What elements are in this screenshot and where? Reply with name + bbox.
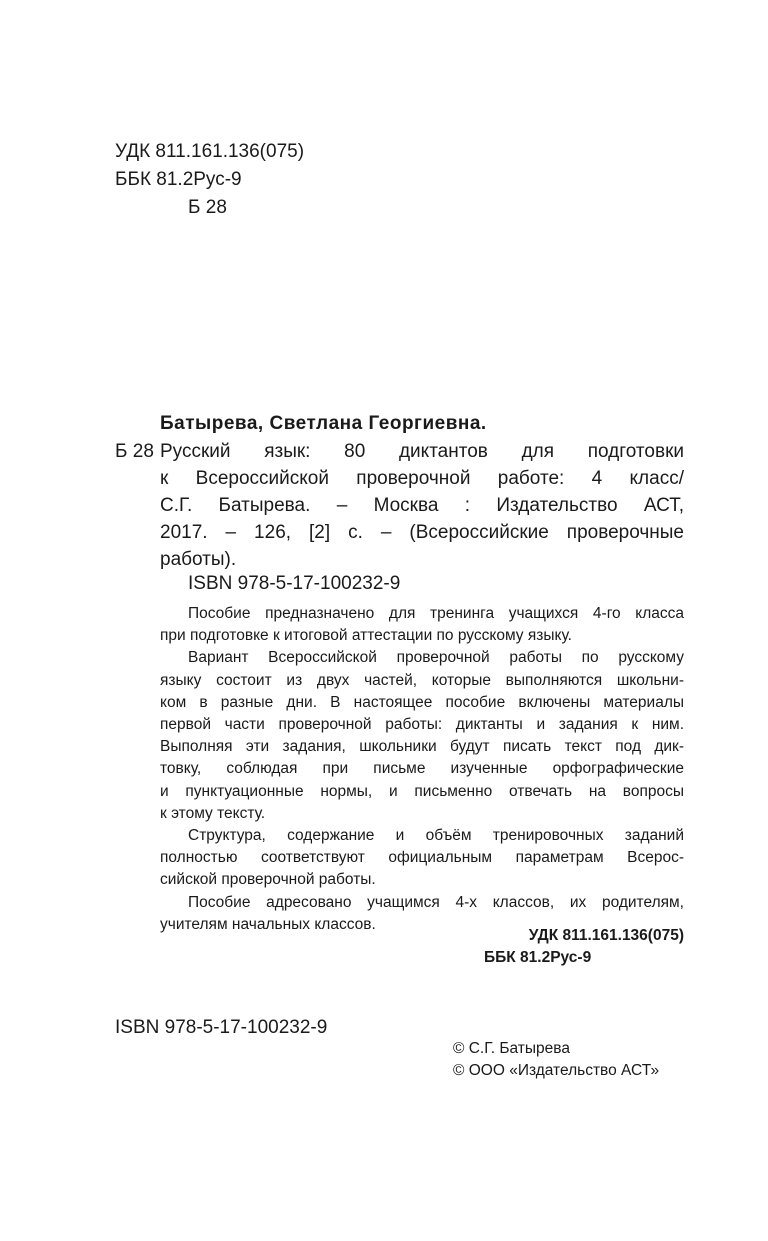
- annotation-line: Пособие адресовано учащимся 4-х классов, их родителям,: [188, 893, 684, 911]
- annotation-line: к этому тексту.: [160, 804, 266, 822]
- bibliographic-description: [160, 438, 684, 573]
- annotation-line: Выполняя эти задания, школьники будут писать текст под дик-: [160, 738, 684, 756]
- annotation-line: товку, соблюдая при письме изученные орфографические: [160, 760, 684, 778]
- biblio-line: Русский язык: 80 диктантов для подготовки: [160, 441, 684, 462]
- annotation-line: Структура, содержание и объём тренировочных заданий: [188, 827, 684, 845]
- annotation-line: первой части проверочной работы: диктанты и задания к ним.: [160, 716, 684, 734]
- footer-isbn: ISBN 978-5-17-100232-9: [115, 1017, 328, 1038]
- biblio-line: работы).: [160, 549, 237, 570]
- biblio-line: 2017. – 126, [2] с. – (Всероссийские проверочные: [160, 522, 684, 543]
- entry-code: Б 28: [115, 441, 154, 462]
- biblio-line: к Всероссийской проверочной работе: 4 класс/: [160, 468, 684, 489]
- annotation-line: ком в разные дни. В настоящее пособие включены материалы: [160, 693, 684, 711]
- copyright-author: © С.Г. Батырева: [453, 1040, 570, 1057]
- annotation-line: языку состоит из двух частей, которые выполняются школьни-: [160, 671, 684, 689]
- header-bbk: ББК 81.2Рус-9: [115, 169, 242, 190]
- classification-bbk: ББК 81.2Рус-9: [484, 949, 592, 966]
- header-author-code: Б 28: [188, 197, 227, 218]
- annotation-line: Вариант Всероссийской проверочной работы по русскому: [188, 649, 684, 667]
- header-udk: УДК 811.161.136(075): [115, 141, 305, 162]
- annotation-line: и пунктуационные нормы, и письменно отвечать на вопросы: [160, 782, 684, 800]
- classification-udk: УДК 811.161.136(075): [528, 927, 684, 944]
- annotation-line: полностью соответствуют официальным параметрам Всерос-: [160, 849, 684, 867]
- author-name: Батырева, Светлана Георгиевна.: [160, 413, 487, 434]
- biblio-line: С.Г. Батырева. – Москва : Издательство АСТ,: [160, 495, 684, 516]
- annotation-line: учителям начальных классов.: [160, 915, 376, 933]
- annotation-line: Пособие предназначено для тренинга учащихся 4-го класса: [188, 605, 684, 622]
- annotation-line: сийской проверочной работы.: [160, 871, 376, 889]
- annotation-line: при подготовке к итоговой аттестации по русскому языку.: [160, 627, 572, 645]
- copyright-publisher: © ООО «Издательство АСТ»: [453, 1062, 660, 1079]
- isbn: ISBN 978-5-17-100232-9: [188, 573, 401, 594]
- annotation: [160, 603, 684, 936]
